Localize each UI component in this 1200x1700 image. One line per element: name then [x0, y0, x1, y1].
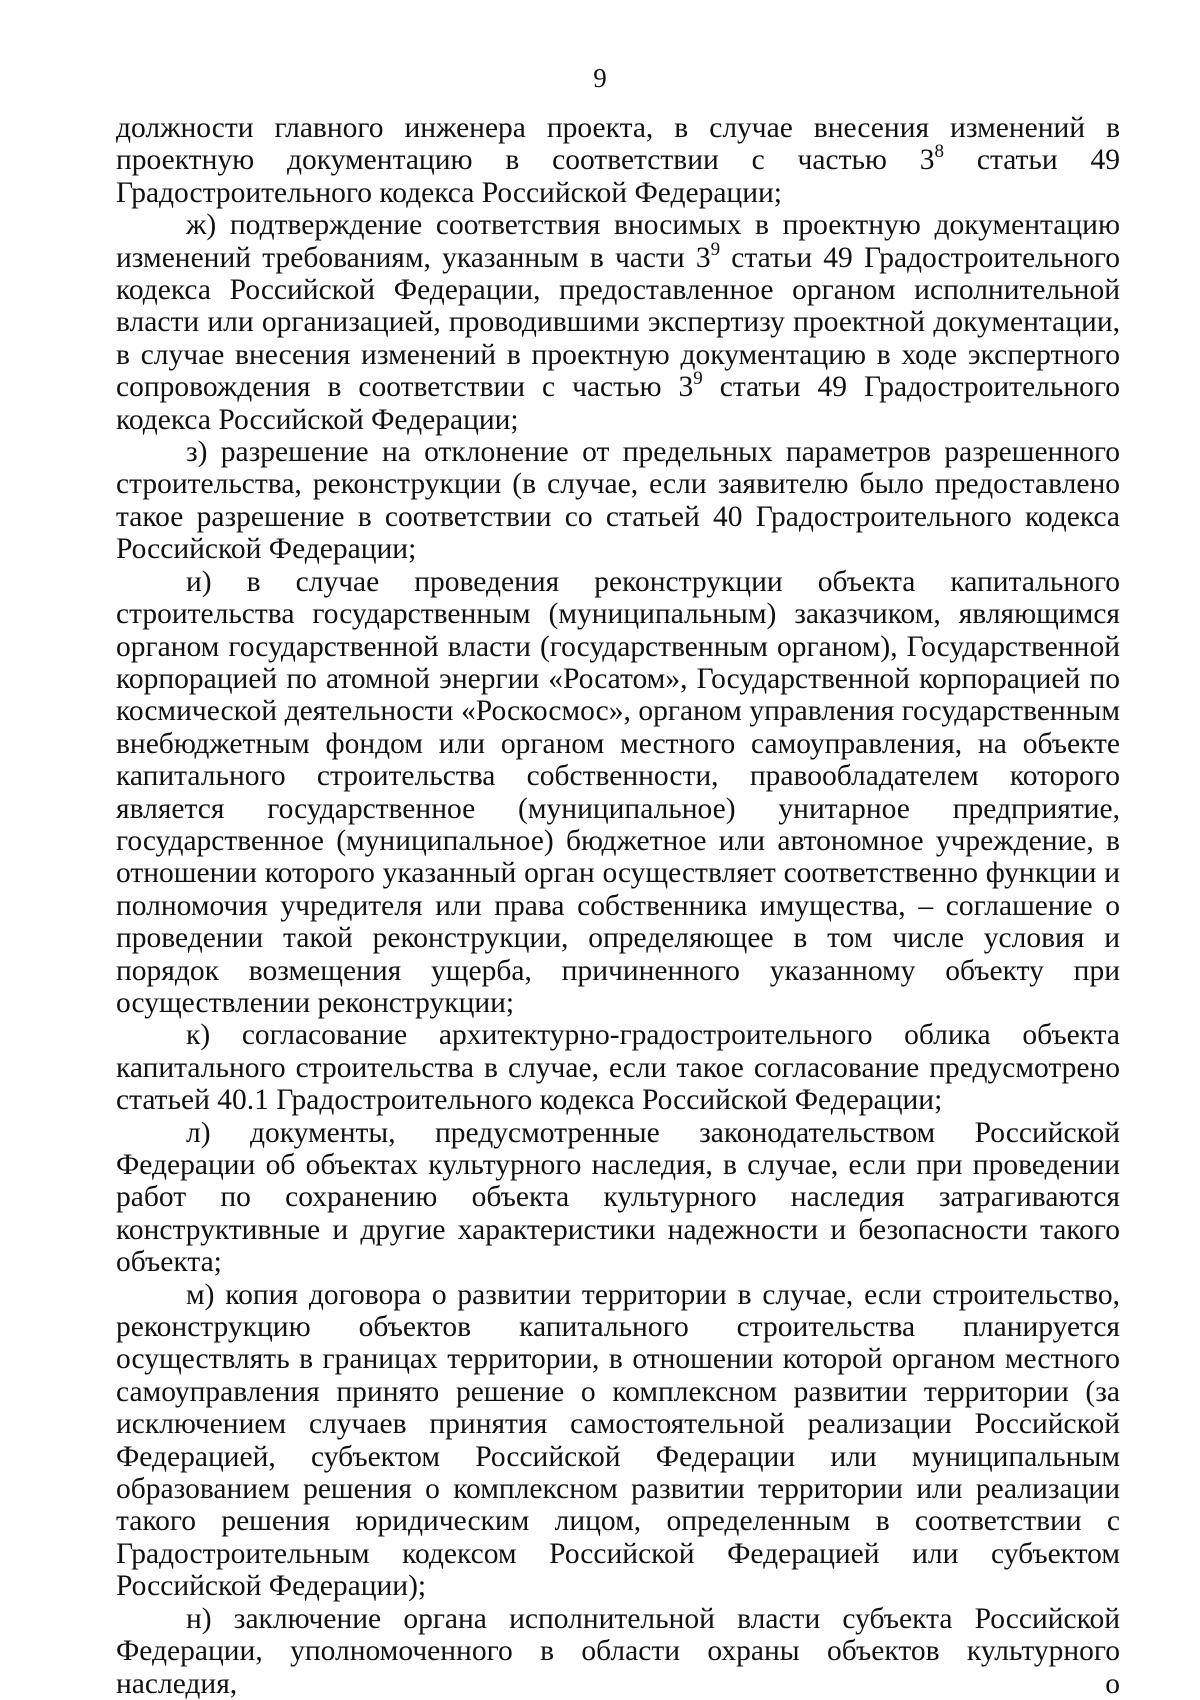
paragraph-text: м) копия договора о развитии территории в случае, если строительство, реконструкцию объектов капитального строительства планируется осуществлять в границах территории, в отношении которой органом местного самоуправления принято решение о комплексном развитии территории (за исключением случаев принятия самостоятельной реализации Российской Федерацией, субъектом Российской Федерации или муниципальным образованием решения о комплексном развитии территории или реализации такого решения юридическим лицом, определенным в соответствии с Градостроительным кодексом Российской Федерацией или субъектом Российской Федерации); — [116, 1278, 1120, 1603]
paragraph-text: и) в случае проведения реконструкции объекта капитального строительства государственным (муниципальным) заказчиком, являющимся органом государственной власти (государственным органом), Государственной корпорацией по атомной энергии «Росатом», Государственной корпорацией по космической деятельности «Роскосмос», органом управления государственным внебюджетным фондом или органом местного самоуправления, на объекте капитального строительства собственности, правообладателем которого является государственное (муниципальное) унитарное предприятие, государственное (муниципальное) бюджетное или автономное учреждение, в отношении которого указанный орган осуществляет соответственно функции и полномочия учредителя или права собственника имущества, – соглашение о проведении такой реконструкции, определяющее в том числе условия и порядок возмещения ущерба, причиненного указанному объекту при осуществлении реконструкции; — [116, 565, 1120, 1019]
superscript-index: 8 — [934, 141, 945, 163]
superscript-index: 9 — [693, 368, 703, 390]
paragraph-zh — [116, 209, 1120, 436]
paragraph-z — [116, 436, 1120, 566]
paragraph-text: л) документы, предусмотренные законодательством Российской Федерации об объектах культурного наследия, в случае, если при проведении работ по сохранению объекта культурного наследия затрагиваются конструктивные и другие характеристики надежности и безопасности такого объекта; — [116, 1116, 1120, 1279]
paragraph-n — [116, 1603, 1120, 1700]
paragraph-text: статьи 49 Градостроительного кодекса Российской Федерации; — [116, 144, 1120, 209]
paragraph-text: ж) подтверждение соответствия вносимых в проектную документацию изменений требованиям, указанным в части 3 — [116, 209, 1120, 274]
paragraph-text: н) заключение органа исполнительной власти субъекта Российской Федерации, уполномоченного в области охраны объектов культурного наследия, о — [116, 1602, 1120, 1700]
paragraph-text: з) разрешение на отклонение от предельных параметров разрешенного строительства, реконструкции (в случае, если заявителю было предоставлено такое разрешение в соответствии со статьей 40 Градостроительного кодекса Российской Федерации; — [116, 436, 1120, 566]
paragraph-l — [116, 1117, 1120, 1279]
paragraph-text: должности главного инженера проекта, в случае внесения изменений в проектную документацию в соответствии с частью 3 — [116, 112, 1120, 177]
paragraph-text: статьи 49 Градостроительного кодекса Российской Федерации, предоставленное органом исполнительной власти или организацией, проводившими экспертизу проектной документации, в случае внесения изменений в проектную документацию в ходе экспертного сопровождения в соответствии с частью 3 — [116, 241, 1120, 404]
page-number: 9 — [593, 63, 607, 93]
paragraph-text: к) согласование архитектурно-градостроительного облика объекта капитального строительства в случае, если такое согласование предусмотрено статьей 40.1 Градостроительного кодекса Российской Федерации; — [116, 1019, 1120, 1117]
paragraph-m — [116, 1279, 1120, 1603]
paragraph-continuation — [116, 112, 1120, 209]
superscript-index: 9 — [710, 238, 721, 260]
paragraph-text: статьи 49 Градостроительного кодекса Российской Федерации; — [116, 371, 1120, 436]
paragraph-k — [116, 1019, 1120, 1116]
paragraph-i — [116, 566, 1120, 1020]
document-body — [116, 112, 1120, 1700]
